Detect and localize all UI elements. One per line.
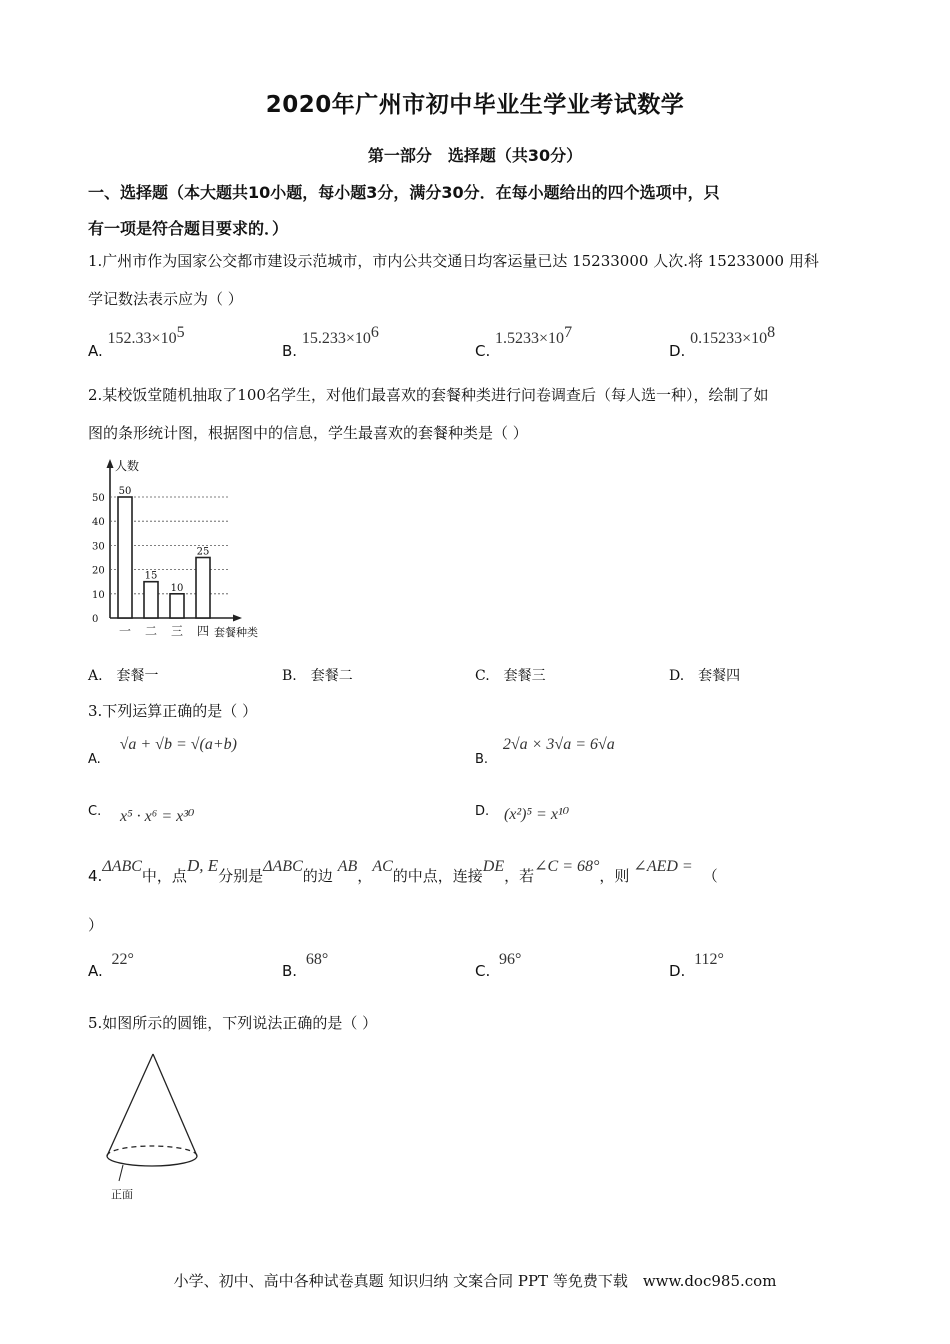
option-expression: x⁵ · x⁶ = x³⁰ <box>120 808 195 825</box>
option-value: 22° <box>111 951 134 968</box>
option-label: B. <box>282 342 298 360</box>
cone-base-front <box>107 1156 197 1166</box>
q4-angle-c: ∠C = 68° <box>534 858 600 875</box>
q4-text: ，若 <box>504 867 535 885</box>
section-heading-line1: 一、选择题（本大题共10小题，每小题3分，满分30分．在每小题给出的四个选项中，只 <box>88 183 720 202</box>
q4-text: 的中点，连接 <box>392 867 483 885</box>
q5-stem: 5.如图所示的圆锥，下列说法正确的是（ ） <box>88 1014 378 1032</box>
y-tick-label: 30 <box>92 541 105 553</box>
bar-chart <box>88 455 288 645</box>
q3-option-c <box>88 800 195 825</box>
option-value: 1.5233×10 <box>495 330 565 347</box>
y-axis-label: 人数 <box>115 459 140 473</box>
option-value: 112° <box>694 951 724 968</box>
option-label: A. <box>88 962 103 980</box>
option-exponent: 5 <box>176 324 185 341</box>
option-value: 68° <box>305 951 329 968</box>
y-tick-label: 0 <box>92 614 99 625</box>
q2-line1: 2.某校饭堂随机抽取了100名学生，对他们最喜欢的套餐种类进行问卷调查后（每人选一种），绘制了如 <box>88 386 769 404</box>
q2-option-a: A. 套餐一 <box>88 668 159 684</box>
q4-triangle: ΔABC <box>102 858 142 875</box>
option-exponent: 6 <box>370 324 379 341</box>
section-heading-line2: 有一项是符合题目要求的．） <box>88 219 289 238</box>
q4-option-c <box>475 950 522 980</box>
q4-text: 中，点 <box>141 867 187 885</box>
footer-text: 小学、初中、高中各种试卷真题 知识归纳 文案合同 PPT 等免费下载 www.doc985.com <box>173 1272 777 1290</box>
q4-option-a <box>88 950 134 980</box>
y-tick-label: 40 <box>92 517 105 529</box>
cone-base-back <box>107 1146 197 1156</box>
y-axis-arrow <box>107 459 114 468</box>
exam-title: 2020年广州市初中毕业生学业考试数学 <box>265 92 685 118</box>
option-label: D. <box>669 342 686 360</box>
option-label: B. <box>475 752 489 767</box>
q1-option-b <box>282 324 379 360</box>
q2-option-b: B. 套餐二 <box>282 668 353 684</box>
q4-points: D, E <box>186 856 219 875</box>
q4-side-ab: AB <box>337 858 358 875</box>
q4-angle-aed: ∠AED = <box>633 858 693 875</box>
cone-right-edge <box>153 1054 197 1156</box>
bar <box>118 497 132 618</box>
q2-line2: 图的条形统计图，根据图中的信息，学生最喜欢的套餐种类是（ ） <box>88 424 528 442</box>
x-tick-label: 四 <box>196 624 210 638</box>
option-label: A. <box>88 342 103 360</box>
q3-option-b <box>475 735 615 767</box>
option-value: 96° <box>499 951 522 968</box>
option-value: 15.233×10 <box>301 330 371 347</box>
q3-stem: 3.下列运算正确的是（ ） <box>88 702 258 720</box>
q4-triangle: ΔABC <box>263 858 303 875</box>
q4-number: 4. <box>88 867 103 885</box>
x-axis-label: 套餐种类 <box>214 626 258 639</box>
q4-stem <box>88 855 718 885</box>
front-pointer <box>119 1165 123 1181</box>
y-tick-label: 10 <box>92 589 105 601</box>
option-expression: 2√a × 3√a = 6√a <box>502 736 615 753</box>
option-exponent: 7 <box>564 324 573 341</box>
q1-line2: 学记数法表示应为（ ） <box>88 290 243 308</box>
x-axis-arrow <box>233 615 242 622</box>
q1-option-d <box>669 324 776 360</box>
bar-data-label: 10 <box>170 582 184 594</box>
y-tick-label: 50 <box>92 493 105 504</box>
q1-option-c <box>475 324 573 360</box>
option-label: B. <box>282 962 298 980</box>
bar <box>196 558 210 619</box>
q4-text: 分别是 <box>218 867 264 885</box>
q3-option-a <box>88 735 237 767</box>
q4-side-ac: AC <box>372 858 393 875</box>
option-label: C. <box>88 804 102 819</box>
q4-text: 的边 <box>302 867 333 885</box>
q3-option-d <box>475 800 570 823</box>
front-label: 正面 <box>111 1188 133 1201</box>
bar <box>144 582 158 618</box>
y-tick-label: 20 <box>92 565 105 577</box>
q4-text: （ <box>702 867 718 885</box>
q4-segment-de: DE <box>482 858 505 875</box>
q4-text: ，则 <box>599 867 630 885</box>
x-tick-label: 一 <box>118 624 132 638</box>
option-label: D. <box>669 962 686 980</box>
q2-option-c: C. 套餐三 <box>475 668 546 684</box>
option-expression: (x²)⁵ = x¹⁰ <box>503 806 570 823</box>
option-value: 152.33×10 <box>107 330 177 347</box>
option-label: C. <box>475 342 491 360</box>
bar-data-label: 15 <box>144 570 158 582</box>
bar-data-label: 25 <box>196 546 210 558</box>
q4-line2: ） <box>88 916 104 934</box>
q1-line1: 1.广州市作为国家公交都市建设示范城市，市内公共交通日均客运量已达 15233000 人次.将 15233000 用科 <box>88 252 819 270</box>
x-tick-label: 二 <box>144 624 158 638</box>
bar-data-label: 50 <box>118 486 132 497</box>
part-heading: 第一部分 选择题（共30分） <box>367 146 583 165</box>
q4-option-b <box>282 950 329 980</box>
option-expression: √a + √b = √(a+b) <box>119 736 237 753</box>
q1-option-a <box>88 324 185 360</box>
bar <box>170 594 184 618</box>
option-value: 0.15233×10 <box>690 330 768 347</box>
q4-text: ， <box>357 867 373 885</box>
cone-left-edge <box>107 1054 153 1156</box>
x-tick-label: 三 <box>170 624 184 638</box>
cone-figure <box>95 1050 235 1210</box>
q2-option-d: D. 套餐四 <box>669 668 741 684</box>
option-label: C. <box>475 962 491 980</box>
q4-option-d <box>669 950 724 980</box>
option-label: D. <box>475 804 490 819</box>
option-exponent: 8 <box>767 324 776 341</box>
option-label: A. <box>88 752 101 767</box>
